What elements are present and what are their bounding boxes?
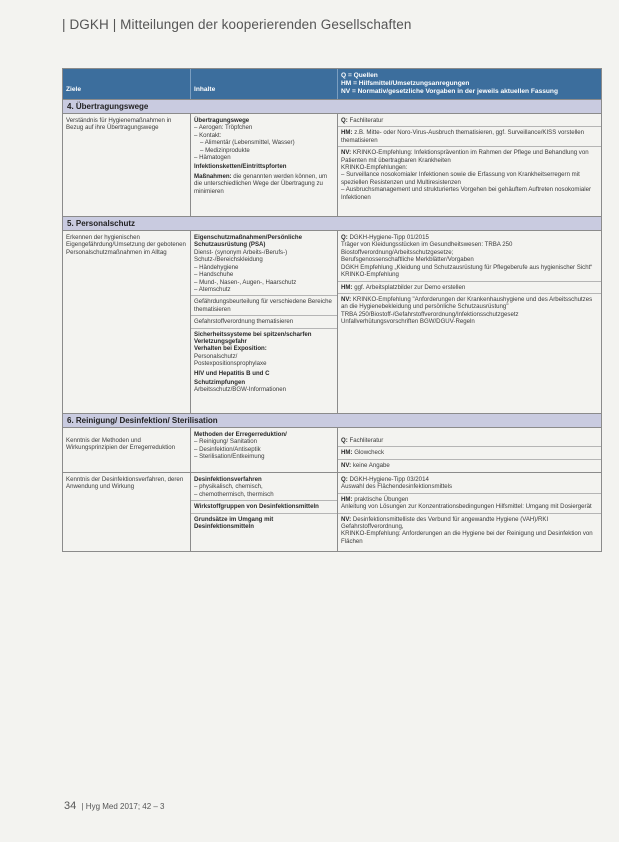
quelle-extra: – Surveillance nosokomialer Infektionen sowie die Erfassung von Krankheitserregern mit speziellen Resistenzen und Multiresistenzen [341, 171, 580, 186]
quelle-nv: NV: Desinfektionsmittelliste des Verbund für angewandte Hygiene (VAH)/RKI Gefahrstoffverordnung, [341, 515, 549, 531]
quelle-nv: NV: KRINKO-Empfehlung "Anforderungen der Krankenhaushygiene und des Arbeitsschutzes an die Hygienebekleidung und persönliche Schutzausrüstung" [341, 295, 593, 311]
quelle-extra: Auswahl des Flächendesinfektionsmittels [341, 483, 453, 491]
quelle-extra: KRINKO-Empfehlungen: [341, 164, 408, 172]
inhalte-line: Maßnahmen: die genannten werden können, um die unterschiedlichen Wege der Übertragung zu minimieren [194, 172, 328, 195]
quellen-cell [338, 428, 601, 472]
table-row [63, 231, 601, 414]
quelle-hm: HM: ggf. Arbeitsplatzbilder zur Demo erstellen [341, 283, 466, 291]
page-footer [64, 800, 165, 812]
inhalte-line: – Aerogen: Tröpfchen [194, 124, 253, 132]
quelle-nv: NV: keine Angabe [341, 461, 390, 469]
inhalte-line: – Sterilisation/Entkeimung [194, 453, 265, 460]
ziel-cell: Erkennen der hygienischen Eigengefährdung/Umsetzung der gebotenen Personalschutzmaßnahmen im Alltag [63, 231, 191, 413]
curriculum-table [62, 68, 602, 552]
quellen-cell [338, 473, 601, 551]
inhalte-line: – Atemschutz [194, 285, 231, 293]
quellen-cell [338, 114, 601, 216]
inhalte-line: – Kontakt: [194, 131, 222, 139]
inhalte-line: – Händehygiene [194, 263, 239, 271]
journal-citation: | Hyg Med 2017; 42 – 3 [81, 802, 165, 811]
quelle-nv: NV: KRINKO-Empfehlung: Infektionsprävention im Rahmen der Pflege und Behandlung von Patienten mit übertragbaren Krankheiten [341, 149, 589, 164]
inhalte-line: – chemothermisch, thermisch [194, 490, 274, 498]
ziel-cell [63, 428, 191, 472]
quelle-q: Q: DGKH-Hygiene-Tipp 03/2014 [341, 476, 429, 483]
ziel-cell: Verständnis für Hygienemaßnahmen in Bezug auf ihre Übertragungswege [63, 114, 191, 216]
inhalte-line: Schutzimpfungen [194, 378, 246, 386]
inhalte-line: – Reinigung/ Sanitation [194, 438, 258, 446]
legend-nv: NV = Normativ/gesetzliche Vorgaben in der jeweils aktuellen Fassung [341, 88, 558, 95]
quelle-q: Q: Fachliteratur [341, 117, 384, 124]
header-inhalte: Inhalte [191, 69, 338, 99]
inhalte-line: Übertragungswege [194, 117, 250, 124]
inhalte-line: Dienst- (synonym Arbeits-/Berufs-) Schutz-/Bereichskleidung [194, 248, 288, 264]
inhalte-line: Sicherheitssysteme bei spitzen/scharfen Verletzungsgefahr [194, 330, 312, 345]
quelle-extra: DGKH Empfehlung „Kleidung und Schutzausrüstung für Pflegeberufe aus hygienischer Sicht“ [341, 263, 593, 271]
quelle-extra: KRINKO-Empfehlung: Anforderungen an die Hygiene bei der Reinigung und Desinfektion von Flächen [341, 530, 593, 545]
ziel-text: Kenntnis der Methoden und Wirkungsprinzipien der Erregerreduktion [66, 436, 176, 452]
inhalte-line: Infektionsketten/Eintrittspforten [194, 163, 287, 171]
page-header: | DGKH | Mitteilungen der kooperierenden Gesellschaften [62, 17, 412, 32]
section-title-5: 5. Personalschutz [63, 217, 601, 231]
quelle-extra: Unfallverhütungsvorschriften BGW/DGUV-Regeln [341, 318, 475, 326]
ziel-cell: Kenntnis der Desinfektionsverfahren, deren Anwendung und Wirkung [63, 473, 191, 551]
inhalte-line: Postexpositionsprophylaxe [194, 360, 267, 368]
inhalte-line: – Hämatogen [194, 154, 231, 162]
inhalte-cell [191, 428, 338, 472]
inhalte-line: Wirkstoffgruppen von Desinfektionsmitteln [194, 503, 319, 511]
inhalte-line: Grundsätze im Umgang mit Desinfektionsmitteln [194, 515, 274, 531]
quelle-hm: HM: Glowcheck [341, 449, 385, 457]
inhalte-line: Methoden der Erregerreduktion/ [194, 430, 287, 438]
table-header-row [63, 69, 601, 100]
inhalte-line: – physikalisch, chemisch, [194, 483, 263, 491]
quelle-extra: Anleitung von Lösungen zur Konzentrationsbedingungen Hilfsmittel: Umgang mit Dosiergerät [341, 503, 592, 511]
inhalte-line: Gefährdungsbeurteilung für verschiedene Bereiche thematisieren [194, 298, 332, 313]
quellen-cell [338, 231, 601, 413]
inhalte-line: Desinfektionsverfahren [194, 476, 262, 483]
table-row [63, 428, 601, 473]
inhalte-cell [191, 473, 338, 551]
quelle-hm: HM: praktische Übungen [341, 495, 409, 503]
inhalte-line: – Medizinprodukte [200, 146, 250, 154]
quelle-hm: HM: z.B. Mitte- oder Noro-Virus-Ausbruch thematisieren, ggf. Surveillance/KISS vorstellen thematisieren [341, 129, 585, 144]
inhalte-line: – Alimentär (Lebensmittel, Wasser) [200, 139, 295, 147]
quelle-extra: TRBA 250/Biostoff-/Gefahrstoffverordnung/Infektionsschutzgesetz [341, 310, 519, 318]
inhalte-line: – Mund-, Nasen-, Augen-, Haarschutz [194, 278, 297, 286]
inhalte-line: HIV und Hepatitis B und C [194, 369, 270, 377]
header-ziele: Ziele [63, 69, 191, 99]
inhalte-line: Arbeitsschutz/BGW-Informationen [194, 386, 287, 394]
quelle-extra: – Ausbruchsmanagement und strukturiertes Vorgehen bei gehäuftem Auftreten nosokomialer Infektionen [341, 186, 591, 201]
header-legend [338, 69, 601, 99]
inhalte-line: Eigenschutzmaßnahmen/Persönliche Schutzausrüstung (PSA) [194, 234, 303, 249]
inhalte-line: – Desinfektion/Antiseptik [194, 445, 261, 453]
section-title-6: 6. Reinigung/ Desinfektion/ Sterilisation [63, 414, 601, 428]
legend-hm: HM = Hilfsmittel/Umsetzungsanregungen [341, 80, 470, 87]
inhalte-line: Personalschutz/ [194, 352, 238, 360]
page-number: 34 [64, 800, 77, 812]
legend-q: Q = Quellen [341, 72, 378, 79]
quelle-extra: Berufsgenossenschaftliche Merkblätter/Vorgaben [341, 256, 474, 264]
section-title-4: 4. Übertragungswege [63, 100, 601, 114]
quelle-q: Q: DGKH-Hygiene-Tipp 01/2015 [341, 234, 429, 242]
quelle-extra: KRINKO-Empfehlung [341, 271, 399, 279]
inhalte-cell [191, 231, 338, 413]
inhalte-line: Gefahrstoffverordnung thematisieren [194, 318, 294, 326]
table-row [63, 473, 601, 551]
inhalte-line: – Handschuhe [194, 271, 234, 279]
inhalte-line: Verhalten bei Exposition: [194, 345, 267, 353]
quelle-extra: Träger von Kleidungsstücken im Gesundheitswesen: TRBA 250 Biostoffverordnung/Arbeitsschutzgesetze; [341, 241, 513, 256]
inhalte-cell [191, 114, 338, 216]
quelle-q: Q: Fachliteratur [341, 436, 384, 444]
table-row [63, 114, 601, 217]
